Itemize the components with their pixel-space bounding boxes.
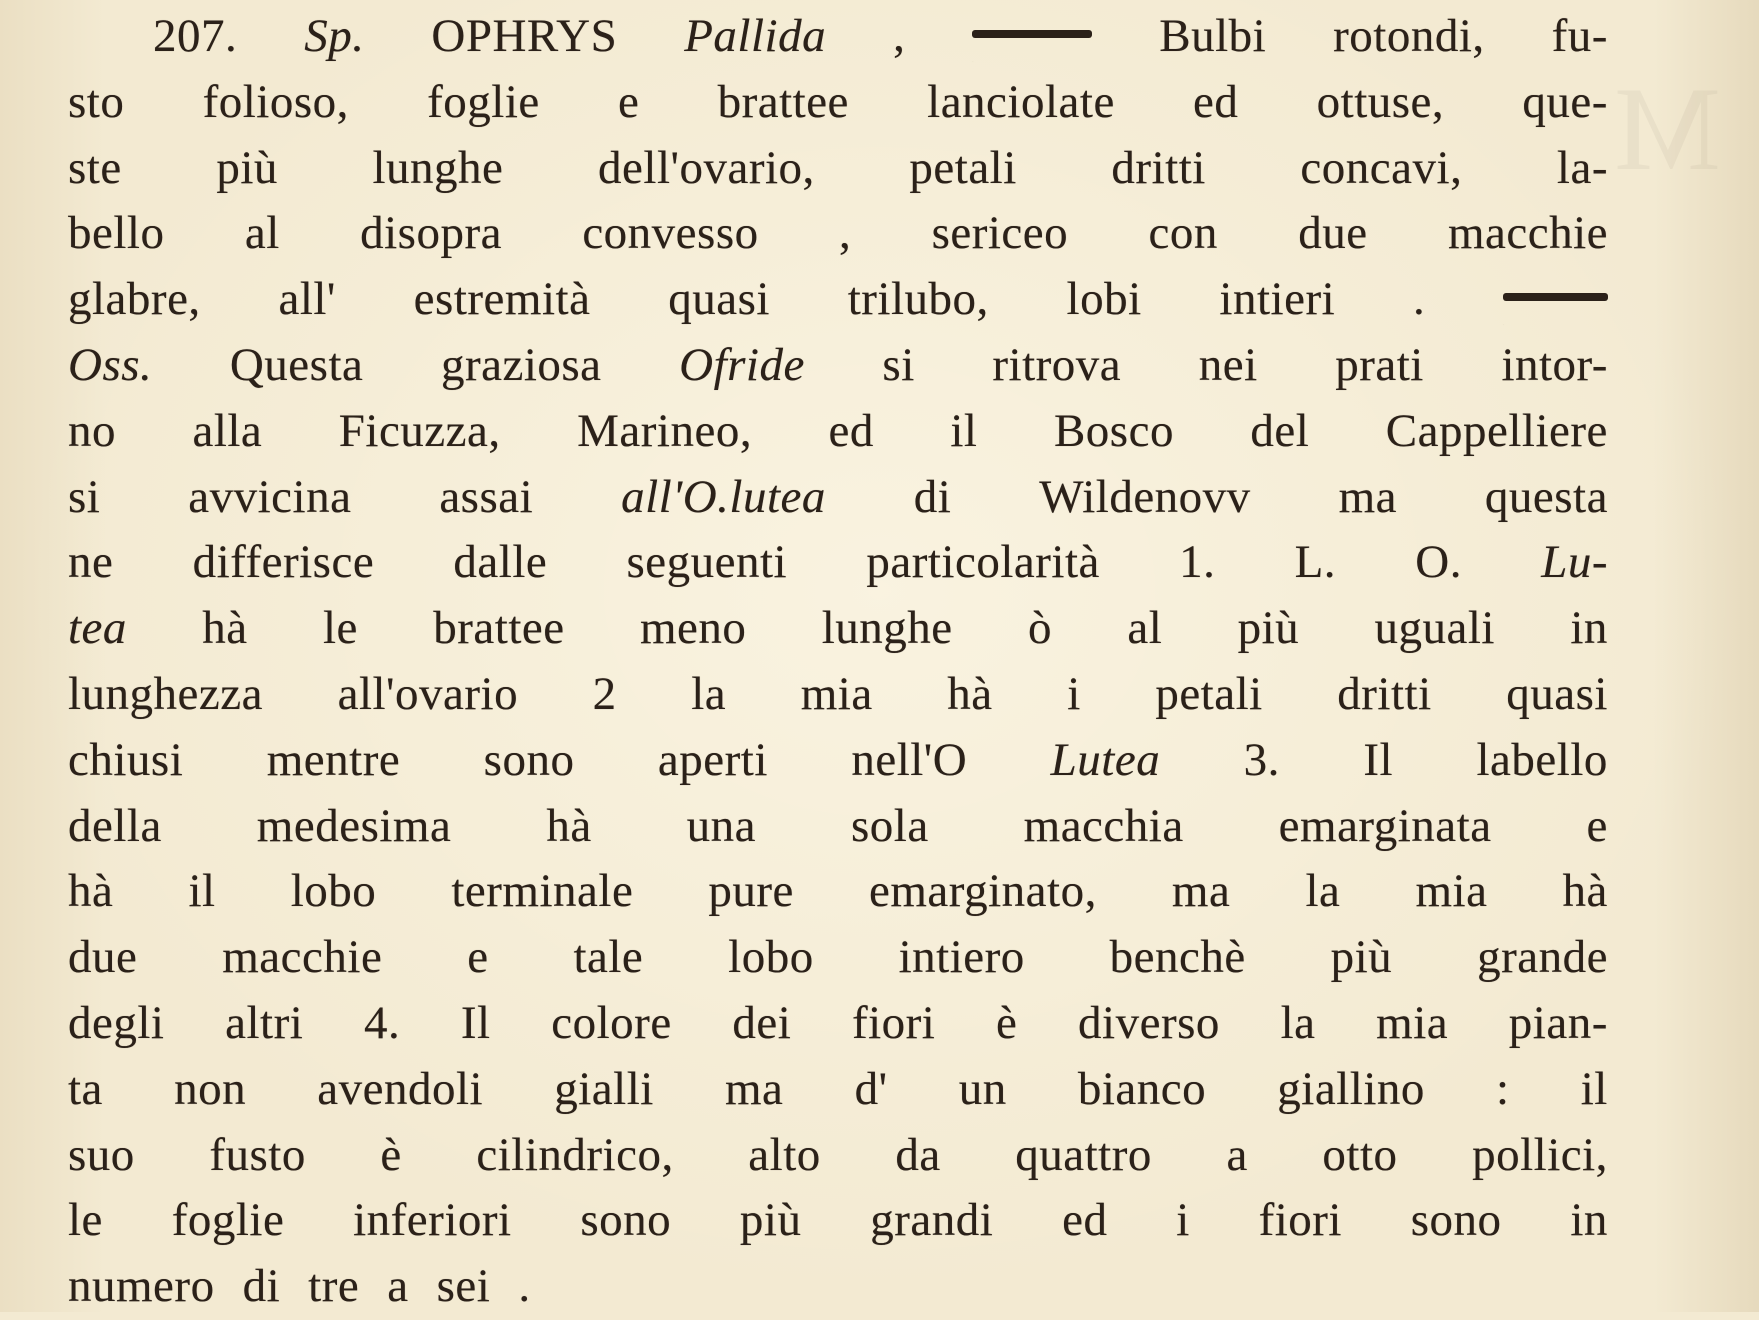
text-line bbox=[68, 859, 1608, 925]
word: . bbox=[1412, 273, 1426, 326]
word: grandi bbox=[870, 1194, 994, 1247]
word: più bbox=[1237, 602, 1300, 655]
word: aperti bbox=[657, 733, 768, 786]
word: diverso bbox=[1078, 996, 1220, 1049]
word: lobo bbox=[290, 865, 377, 918]
text-line bbox=[68, 662, 1608, 728]
word: e bbox=[617, 75, 640, 128]
word: la bbox=[691, 667, 727, 720]
word: avendoli bbox=[317, 1062, 484, 1115]
word: macchia bbox=[1023, 799, 1184, 852]
word: . bbox=[518, 1260, 531, 1313]
word: in bbox=[1570, 1194, 1608, 1247]
word: brattee bbox=[433, 602, 565, 655]
word: il bbox=[1580, 1062, 1608, 1115]
word: ed bbox=[828, 404, 874, 457]
word: graziosa bbox=[440, 338, 602, 391]
word: emarginata bbox=[1278, 799, 1492, 852]
word: al bbox=[244, 207, 280, 260]
word: prati bbox=[1335, 338, 1424, 391]
word: mentre bbox=[266, 733, 401, 786]
word: a bbox=[1226, 1128, 1248, 1181]
word: Marineo, bbox=[577, 404, 753, 457]
word: la- bbox=[1556, 141, 1608, 194]
word: labello bbox=[1476, 733, 1608, 786]
word: lanciolate bbox=[927, 75, 1115, 128]
text-line bbox=[68, 1123, 1608, 1189]
word: sei bbox=[436, 1260, 491, 1313]
word: Lu- bbox=[1541, 536, 1608, 589]
word: ste bbox=[68, 141, 122, 194]
word: , bbox=[838, 207, 852, 260]
word: terminale bbox=[451, 865, 634, 918]
word: più bbox=[1330, 931, 1393, 984]
text-line bbox=[68, 465, 1608, 531]
text-line bbox=[68, 728, 1608, 794]
word: in bbox=[1570, 602, 1608, 655]
word: due bbox=[1298, 207, 1368, 260]
word: si bbox=[68, 470, 101, 523]
word: pian- bbox=[1508, 996, 1608, 1049]
word: intieri bbox=[1219, 273, 1336, 326]
word: gialli bbox=[554, 1062, 654, 1115]
word: grande bbox=[1477, 931, 1608, 984]
word: sono bbox=[580, 1194, 672, 1247]
text-line bbox=[68, 1057, 1608, 1123]
text-line bbox=[68, 925, 1608, 991]
word: macchie bbox=[1447, 207, 1608, 260]
word: pure bbox=[708, 865, 794, 918]
text-line bbox=[68, 201, 1608, 267]
word: al bbox=[1127, 602, 1163, 655]
word: rotondi, bbox=[1333, 10, 1485, 62]
word: Ofride bbox=[679, 338, 805, 391]
word: ottuse, bbox=[1316, 75, 1445, 128]
word: inferiori bbox=[353, 1194, 512, 1247]
word: Questa bbox=[229, 338, 364, 391]
word: Il bbox=[1363, 733, 1394, 786]
word: ma bbox=[1338, 470, 1397, 523]
word: benchè bbox=[1109, 931, 1246, 984]
word: medesima bbox=[256, 799, 452, 852]
word: e bbox=[1586, 799, 1608, 852]
word: giallino bbox=[1277, 1062, 1425, 1115]
text-line bbox=[68, 596, 1608, 662]
word: all'O.lutea bbox=[621, 470, 826, 523]
word: colore bbox=[551, 996, 672, 1049]
word: Bulbi bbox=[1159, 10, 1267, 62]
word: macchie bbox=[222, 931, 383, 984]
text-line bbox=[68, 1188, 1608, 1254]
word: fu- bbox=[1551, 10, 1608, 62]
word: d' bbox=[854, 1062, 888, 1115]
word: alto bbox=[748, 1128, 821, 1181]
word: due bbox=[68, 931, 138, 984]
word: differisce bbox=[192, 536, 375, 589]
word: mia bbox=[1376, 996, 1449, 1049]
text-line bbox=[68, 399, 1608, 465]
em-dash-rule: — bbox=[972, 30, 1092, 38]
word: tea bbox=[68, 602, 127, 655]
word: la bbox=[1305, 865, 1341, 918]
word: , bbox=[893, 10, 906, 62]
word: e bbox=[467, 931, 489, 984]
word: chiusi bbox=[68, 733, 184, 786]
word: le bbox=[68, 1194, 103, 1247]
text-line bbox=[68, 136, 1608, 202]
word: suo bbox=[68, 1128, 135, 1181]
word: con bbox=[1148, 207, 1218, 260]
word: trilubo, bbox=[847, 273, 989, 326]
word: hà bbox=[546, 799, 592, 852]
word: lobo bbox=[728, 931, 814, 984]
word: mia bbox=[1415, 865, 1488, 918]
word: all'ovario bbox=[337, 667, 519, 720]
text-line bbox=[68, 1254, 1608, 1320]
word: fiori bbox=[851, 996, 936, 1049]
word: quasi bbox=[668, 273, 770, 326]
word: ed bbox=[1062, 1194, 1108, 1247]
word: bello bbox=[68, 207, 165, 260]
word: L. bbox=[1294, 536, 1337, 589]
word: nei bbox=[1198, 338, 1258, 391]
word: lunghezza bbox=[68, 667, 264, 720]
word: lobi bbox=[1066, 273, 1142, 326]
word: è bbox=[996, 996, 1018, 1049]
word: tale bbox=[573, 931, 644, 984]
word: ed bbox=[1193, 75, 1239, 128]
word: Oss. bbox=[68, 338, 153, 391]
em-dash-rule: — bbox=[1503, 293, 1608, 301]
word: folioso, bbox=[202, 75, 349, 128]
word: ne bbox=[68, 536, 114, 589]
word: lunghe bbox=[372, 141, 504, 194]
word: OPHRYS bbox=[431, 10, 618, 62]
word: 207. bbox=[153, 10, 238, 62]
word: il bbox=[188, 865, 216, 918]
word: dei bbox=[732, 996, 792, 1049]
word: O. bbox=[1415, 536, 1462, 589]
word: 2 bbox=[592, 667, 617, 720]
word: pollici, bbox=[1472, 1128, 1608, 1181]
word: hà bbox=[1562, 865, 1608, 918]
word: di bbox=[913, 470, 952, 523]
word: glabre, bbox=[68, 273, 201, 326]
word: sono bbox=[1410, 1194, 1502, 1247]
word: dritti bbox=[1337, 667, 1432, 720]
word: seguenti bbox=[626, 536, 788, 589]
word: Cappelliere bbox=[1385, 404, 1608, 457]
word: fusto bbox=[209, 1128, 306, 1181]
word: cilindrico, bbox=[476, 1128, 674, 1181]
word: Pallida bbox=[684, 10, 827, 62]
word: ma bbox=[1171, 865, 1231, 918]
word: una bbox=[686, 799, 757, 852]
word: ma bbox=[724, 1062, 784, 1115]
word: sto bbox=[68, 75, 125, 128]
word: ta bbox=[68, 1062, 103, 1115]
word: il bbox=[950, 404, 978, 457]
word: petali bbox=[909, 141, 1017, 194]
word: concavi, bbox=[1300, 141, 1463, 194]
word: 4. bbox=[363, 996, 401, 1049]
word: hà bbox=[68, 865, 114, 918]
word: Sp. bbox=[304, 10, 365, 62]
word: della bbox=[68, 799, 162, 852]
word: otto bbox=[1322, 1128, 1398, 1181]
text-line bbox=[68, 794, 1608, 860]
text-line bbox=[68, 530, 1608, 596]
word: intor- bbox=[1501, 338, 1608, 391]
word: assai bbox=[439, 470, 534, 523]
word: è bbox=[380, 1128, 402, 1181]
word: : bbox=[1496, 1062, 1510, 1115]
word: estremità bbox=[413, 273, 591, 326]
word: 3. bbox=[1243, 733, 1280, 786]
word: Wildenovv bbox=[1039, 470, 1251, 523]
word: un bbox=[958, 1062, 1007, 1115]
word: dritti bbox=[1111, 141, 1206, 194]
text-line bbox=[68, 4, 1608, 70]
word: Il bbox=[460, 996, 491, 1049]
word: le bbox=[322, 602, 358, 655]
word: sericeo bbox=[931, 207, 1069, 260]
word: più bbox=[216, 141, 278, 194]
word: quattro bbox=[1015, 1128, 1152, 1181]
word: lunghe bbox=[821, 602, 953, 655]
word: più bbox=[739, 1194, 802, 1247]
word: Bosco bbox=[1053, 404, 1174, 457]
word: nell'O bbox=[851, 733, 968, 786]
word: di bbox=[242, 1260, 281, 1313]
text-line bbox=[68, 333, 1608, 399]
word: 1. bbox=[1179, 536, 1216, 589]
word: intiero bbox=[898, 931, 1025, 984]
word: dalle bbox=[453, 536, 548, 589]
word: i bbox=[1176, 1194, 1190, 1247]
word: hà bbox=[947, 667, 993, 720]
text-line bbox=[68, 991, 1608, 1057]
word: questa bbox=[1484, 470, 1608, 523]
word: altri bbox=[225, 996, 304, 1049]
word: sono bbox=[483, 733, 575, 786]
word: quasi bbox=[1506, 667, 1608, 720]
word: hà bbox=[202, 602, 248, 655]
word: avvicina bbox=[188, 470, 352, 523]
word: all' bbox=[278, 273, 336, 326]
word: ò bbox=[1027, 602, 1052, 655]
word: del bbox=[1250, 404, 1310, 457]
word: Ficuzza, bbox=[338, 404, 501, 457]
word: disopra bbox=[360, 207, 502, 260]
word: petali bbox=[1155, 667, 1263, 720]
word: no bbox=[68, 404, 116, 457]
word: particolarità bbox=[866, 536, 1100, 589]
word: a bbox=[387, 1260, 409, 1313]
word: emarginato, bbox=[869, 865, 1097, 918]
word: foglie bbox=[171, 1194, 285, 1247]
word: bianco bbox=[1077, 1062, 1207, 1115]
word: uguali bbox=[1374, 602, 1495, 655]
text-line bbox=[68, 267, 1608, 333]
word: brattee bbox=[717, 75, 849, 128]
word: que- bbox=[1522, 75, 1608, 128]
word: alla bbox=[192, 404, 263, 457]
word: mia bbox=[800, 667, 873, 720]
text-line bbox=[68, 70, 1608, 136]
word: sola bbox=[850, 799, 929, 852]
word: non bbox=[174, 1062, 247, 1115]
word: la bbox=[1280, 996, 1316, 1049]
word: dell'ovario, bbox=[598, 141, 815, 194]
word: fiori bbox=[1258, 1194, 1342, 1247]
word: ritrova bbox=[992, 338, 1122, 391]
word: tre bbox=[308, 1260, 360, 1313]
word: da bbox=[895, 1128, 941, 1181]
word: degli bbox=[68, 996, 165, 1049]
word: i bbox=[1067, 667, 1081, 720]
word: numero bbox=[68, 1260, 215, 1313]
text-block bbox=[68, 4, 1608, 1320]
word: foglie bbox=[427, 75, 540, 128]
word: convesso bbox=[582, 207, 759, 260]
word: Lutea bbox=[1050, 733, 1161, 786]
word: meno bbox=[639, 602, 747, 655]
bleed-through-glyph: M bbox=[1614, 62, 1721, 195]
word: si bbox=[882, 338, 915, 391]
